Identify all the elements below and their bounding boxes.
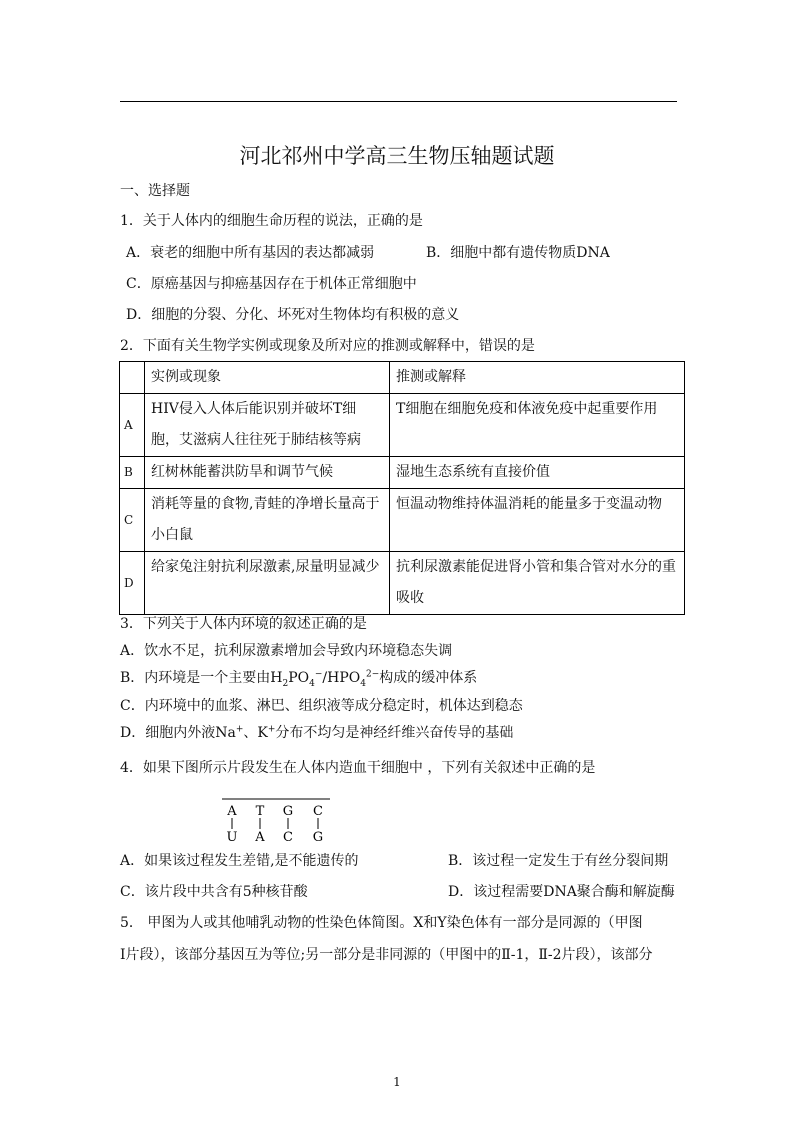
q1-option-c: C．原癌基因与抑癌基因存在于机体正常细胞中	[126, 276, 417, 292]
table-cell: T细胞在细胞免疫和体液免疫中起重要作用	[390, 394, 685, 457]
q5-line1: 5． 甲图为人或其他哺乳动物的性染色体简图。X和Y染色体有一部分是同源的（甲图	[120, 915, 643, 931]
page-number: 1	[393, 1075, 401, 1089]
base-bottom: C	[283, 830, 293, 844]
table-cell-label: C	[120, 489, 145, 552]
base-top: C	[313, 804, 323, 819]
subscript: 4	[360, 678, 366, 689]
q3-option-d	[120, 722, 513, 742]
table-cell: 恒温动物维持体温消耗的能量多于变温动物	[390, 489, 685, 552]
q2-table	[119, 361, 685, 615]
table-row	[120, 457, 685, 489]
table-cell: 给家兔注射抗利尿激素,尿量明显减少	[145, 552, 390, 615]
q1-option-a: A．衰老的细胞中所有基因的表达都减弱	[126, 245, 375, 261]
q1-option-b: B．细胞中都有遗传物质DNA	[426, 245, 610, 261]
table-header-cell	[120, 362, 145, 394]
dna-rna-fragment-figure	[222, 796, 332, 844]
q3-option-c: C．内环境中的血浆、淋巴、组织液等成分稳定时，机体达到稳态	[120, 698, 523, 714]
q3-stem: 3．下列关于人体内环境的叙述正确的是	[120, 616, 367, 632]
q4-stem: 4．如果下图所示片段发生在人体内造血干细胞中 ，下列有关叙述中正确的是	[120, 760, 596, 776]
table-cell-label: B	[120, 457, 145, 489]
q3-option-d-text: 、K	[243, 725, 268, 741]
q3-option-b-text: B．内环境是一个主要由H	[120, 670, 283, 686]
header-rule	[120, 101, 677, 102]
q3-option-b-text: 构成的缓冲体系	[379, 670, 478, 686]
table-cell: HIV侵入人体后能识别并破坏T细胞，艾滋病人往往死于肺结核等病	[145, 394, 390, 457]
q3-option-d-text: D．细胞内外液Na	[120, 725, 236, 741]
table-cell: 红树林能蓄洪防旱和调节气候	[145, 457, 390, 489]
q3-option-b	[120, 667, 477, 689]
table-header-cell: 实例或现象	[145, 362, 390, 394]
base-top: T	[255, 804, 265, 819]
q4-option-b: B．该过程一定发生于有丝分裂间期	[448, 853, 669, 869]
subscript: 4	[309, 678, 315, 689]
table-cell: 消耗等量的食物,青蛙的净增长量高于小白鼠	[145, 489, 390, 552]
table-header-cell: 推测或解释	[390, 362, 685, 394]
table-header-row	[120, 362, 685, 394]
superscript: +	[235, 724, 244, 735]
table-cell: 湿地生态系统有直接价值	[390, 457, 685, 489]
q1-stem: 1．关于人体内的细胞生命历程的说法，正确的是	[120, 213, 423, 229]
superscript: +	[267, 724, 276, 735]
q4-option-d: D．该过程需要DNA聚合酶和解旋酶	[448, 884, 675, 900]
base-bottom: A	[255, 830, 265, 844]
superscript: 2−	[365, 669, 380, 680]
table-cell: 抗利尿激素能促进肾小管和集合管对水分的重吸收	[390, 552, 685, 615]
superscript: −	[314, 669, 323, 680]
table-cell-label: D	[120, 552, 145, 615]
section-heading: 一、选择题	[120, 183, 190, 199]
q3-option-d-text: 分布不均匀是神经纤维兴奋传导的基础	[275, 725, 514, 741]
q1-option-d: D．细胞的分裂、分化、坏死对生物体均有积极的意义	[126, 307, 460, 323]
q4-option-c: C．该片段中共含有5种核苷酸	[120, 884, 308, 900]
q3-option-b-text: /HPO	[322, 670, 361, 686]
table-row	[120, 394, 685, 457]
base-bottom: G	[312, 830, 324, 844]
q5-line2: I片段），该部分基因互为等位;另一部分是非同源的（甲图中的Ⅱ-1，Ⅱ-2片段），该部分	[120, 947, 653, 963]
page-title: 河北祁州中学高三生物压轴题试题	[239, 144, 555, 168]
table-row	[120, 489, 685, 552]
table-cell-label: A	[120, 394, 145, 457]
subscript: 2	[282, 678, 289, 689]
base-bottom: U	[226, 830, 238, 844]
q2-stem: 2．下面有关生物学实例或现象及所对应的推测或解释中，错误的是	[120, 338, 535, 354]
table-row	[120, 552, 685, 615]
base-top: G	[282, 804, 294, 819]
base-top: A	[227, 804, 237, 819]
q3-option-b-text: PO	[288, 670, 310, 686]
q3-option-a: A．饮水不足，抗利尿激素增加会导致内环境稳态失调	[120, 643, 453, 659]
q4-option-a: A．如果该过程发生差错,是不能遗传的	[120, 853, 359, 869]
